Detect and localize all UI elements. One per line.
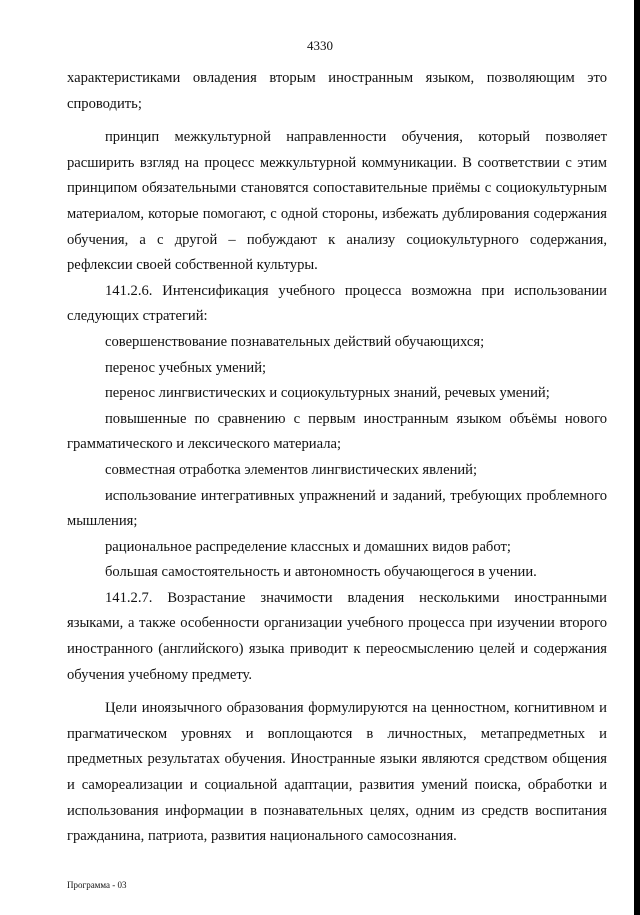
document-body (67, 66, 607, 850)
list-item: перенос лингвистических и социокультурных знаний, речевых умений; (105, 385, 550, 402)
paragraph-goals: Цели иноязычного образования формулируются на ценностном, когнитивном и прагматическом уровнях и воплощаются в личностных, метапредметных и предметных результатах обучения. Иностранные языки являются средством общения и самореализации и социальной адаптации, развития умений поиска, обработки и использования информации в познавательных целях, одним из средств воспитания гражданина, патриота, развития национального самосознания. (67, 700, 607, 845)
page-edge (634, 0, 640, 915)
paragraph-141-2-6: 141.2.6. Интенсификация учебного процесса возможна при использовании следующих стратегий: (67, 282, 607, 325)
list-item: использование интегративных упражнений и заданий, требующих проблемного мышления; (67, 487, 607, 530)
paragraph-principle: принцип межкультурной направленности обучения, который позволяет расширить взгляд на процесс межкультурной коммуникации. В соответствии с этим принципом обязательными становятся сопоставительные приёмы с социокультурным материалом, которые помогают, с одной стороны, избежать дублирования содержания обучения, а с другой – побуждают к анализу социокультурного содержания, рефлексии своей собственной культуры. (67, 129, 607, 274)
footer-label: Программа - 03 (67, 880, 127, 890)
list-item: перенос учебных умений; (105, 359, 267, 376)
list-item: повышенные по сравнению с первым иностранным языком объёмы нового грамматического и лексического материала; (67, 410, 607, 453)
list-item: совместная отработка элементов лингвистических явлений; (105, 461, 478, 478)
list-item: рациональное распределение классных и домашних видов работ; (105, 538, 511, 555)
list-item: большая самостоятельность и автономность обучающегося в учении. (105, 564, 537, 581)
paragraph-141-2-7: 141.2.7. Возрастание значимости владения несколькими иностранными языками, а также особенности организации учебного процесса при изучении второго иностранного (английского) языка приводит к переосмыслению целей и содержания обучения учебному предмету. (67, 589, 607, 683)
page-number: 4330 (307, 38, 333, 53)
list-item: совершенствование познавательных действий обучающихся; (105, 333, 485, 350)
paragraph-continuation: характеристиками овладения вторым иностранным языком, позволяющим это спроводить; (67, 70, 607, 112)
